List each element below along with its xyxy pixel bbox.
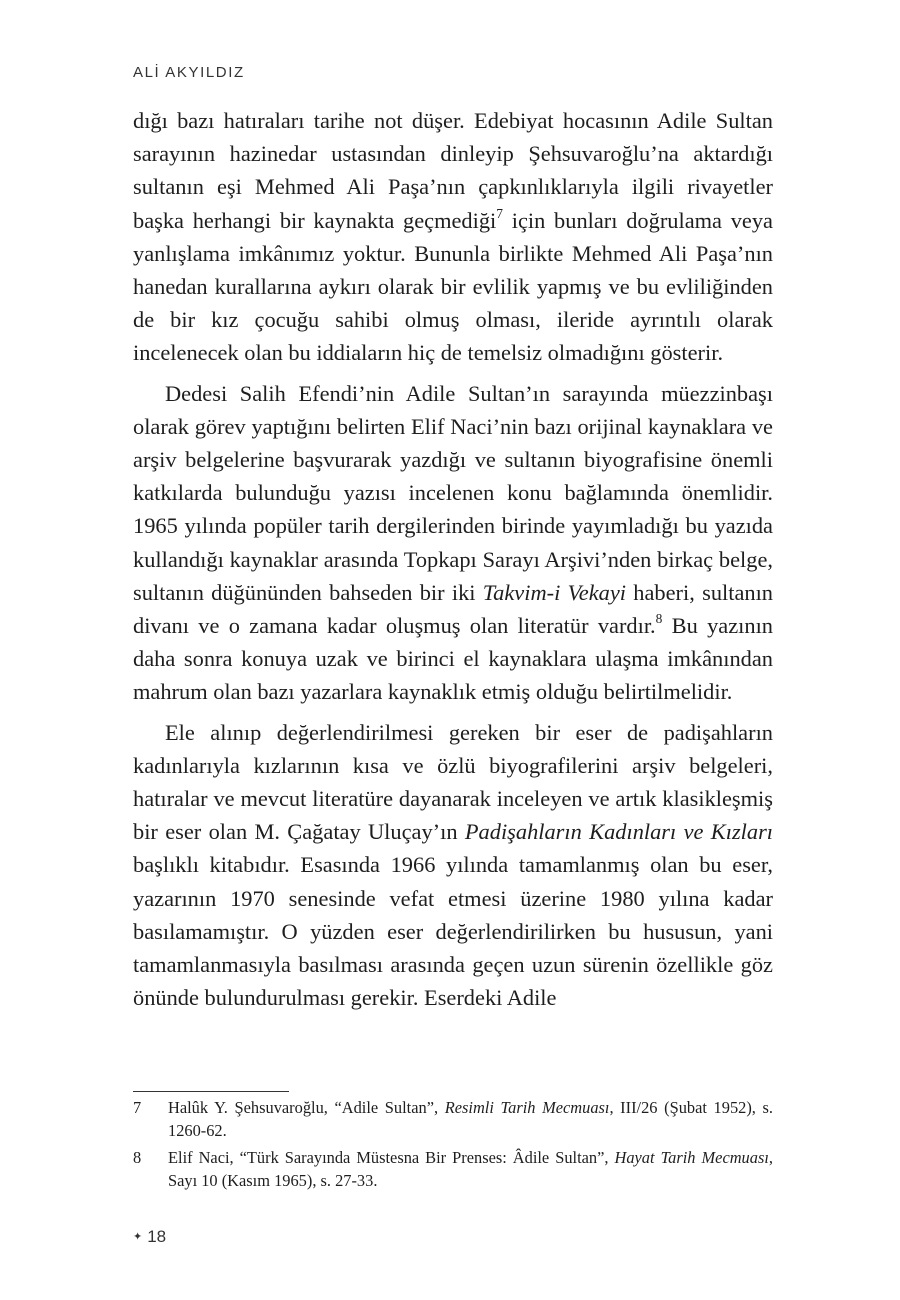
footnote-ref-8[interactable]: 8 bbox=[655, 610, 663, 626]
paragraph-1: dığı bazı hatıraları tarihe not düşer. Edebiyat hocasının Adile Sultan sarayının hazinedar ustasından dinleyip Şehsuvaroğlu’na aktardığı sultanın eşi Mehmed Ali Paşa’nın çapkınlıklarıyla ilgili rivayetler başka herhangi bir kaynakta geçmediği$^7$ için bunları doğrulama veya yanlışlama imkânımız yoktur. Bununla birlikte Mehmed Ali Paşa’nın hanedan kurallarına aykırı olarak bir evlilik yapmış ve bu evliliğinden de bir kız çocuğu sahibi olmuş olması, ileride ayrıntılı olarak incelenecek olan bu iddiaların hiç de temelsiz olmadığını gösterir. bbox=[133, 108, 773, 366]
footnote-8 bbox=[133, 1146, 773, 1192]
footnote-text: Elif Naci, “Türk Sarayında Müstesna Bir Prenses: Âdile Sultan”, Hayat Tarih Mecmuası, Sayı 10 (Kasım 1965), s. 27-33. bbox=[168, 1148, 773, 1190]
footnote-divider bbox=[133, 1091, 289, 1092]
footnote-number: 8 bbox=[133, 1148, 142, 1167]
running-head: ALİ AKYILDIZ bbox=[133, 64, 245, 81]
footnotes bbox=[133, 1096, 773, 1196]
page-number: 18 bbox=[147, 1227, 167, 1246]
footnote-number: 7 bbox=[133, 1098, 142, 1117]
paragraph-3: Ele alınıp değerlendirilmesi gereken bir eser de padişahların kadınlarıyla kızlarının kısa ve özlü biyografilerini arşiv belgeleri, hatıralar ve mevcut literatüre dayanarak inceleyen ve artık klasikleşmiş bir eser olan M. Çağatay Uluçay’ın Padişahların Kadınları ve Kızları başlıklı kitabıdır. Esasında 1966 yılında tamamlanmış olan bu eser, yazarının 1970 senesinde vefat etmesi üzerine 1980 yılına kadar basılamamıştır. O yüzden eser değerlendirilirken bu hususun, yani tamamlanmasıyla basılması arasında geçen uzun sürenin özellikle göz önünde bulundurulması gerekir. Eserdeki Adile bbox=[133, 719, 774, 1011]
footnote-7 bbox=[133, 1096, 773, 1142]
footnote-text: Halûk Y. Şehsuvaroğlu, “Adile Sultan”, Resimli Tarih Mecmuası, III/26 (Şubat 1952), s. 1260-62. bbox=[168, 1098, 774, 1140]
page-folio bbox=[133, 1227, 166, 1247]
paragraph-2: Dedesi Salih Efendi’nin Adile Sultan’ın sarayında müezzinbaşı olarak görev yaptığını belirten Elif Naci’nin bazı orijinal kaynaklara ve arşiv belgelerine başvurarak yazdığı ve sultanın biyografisine önemli katkılarda bulunduğu yazısı incelenen konu bağlamında önemlidir. 1965 yılında popüler tarih dergilerinden birinde yayımladığı bu yazıda kullandığı kaynaklar arasında Topkapı Sarayı Arşivi’nden birkaç belge, sultanın düğününden bahseden bir iki Takvim-i Vekayi haberi, sultanın divanı ve o zamana kadar oluşmuş olan literatür vardır.$^8$ Bu yazının daha sonra konuya uzak ve birinci el kaynaklara ulaşma imkânından mahrum olan bazı yazarlara kaynaklık etmiş olduğu belirtilmelidir. bbox=[133, 380, 774, 705]
footnote-ref-7[interactable]: 7 bbox=[496, 205, 503, 221]
diamond-ornament-icon: ✦ bbox=[133, 1231, 143, 1243]
body-text bbox=[133, 104, 773, 1021]
